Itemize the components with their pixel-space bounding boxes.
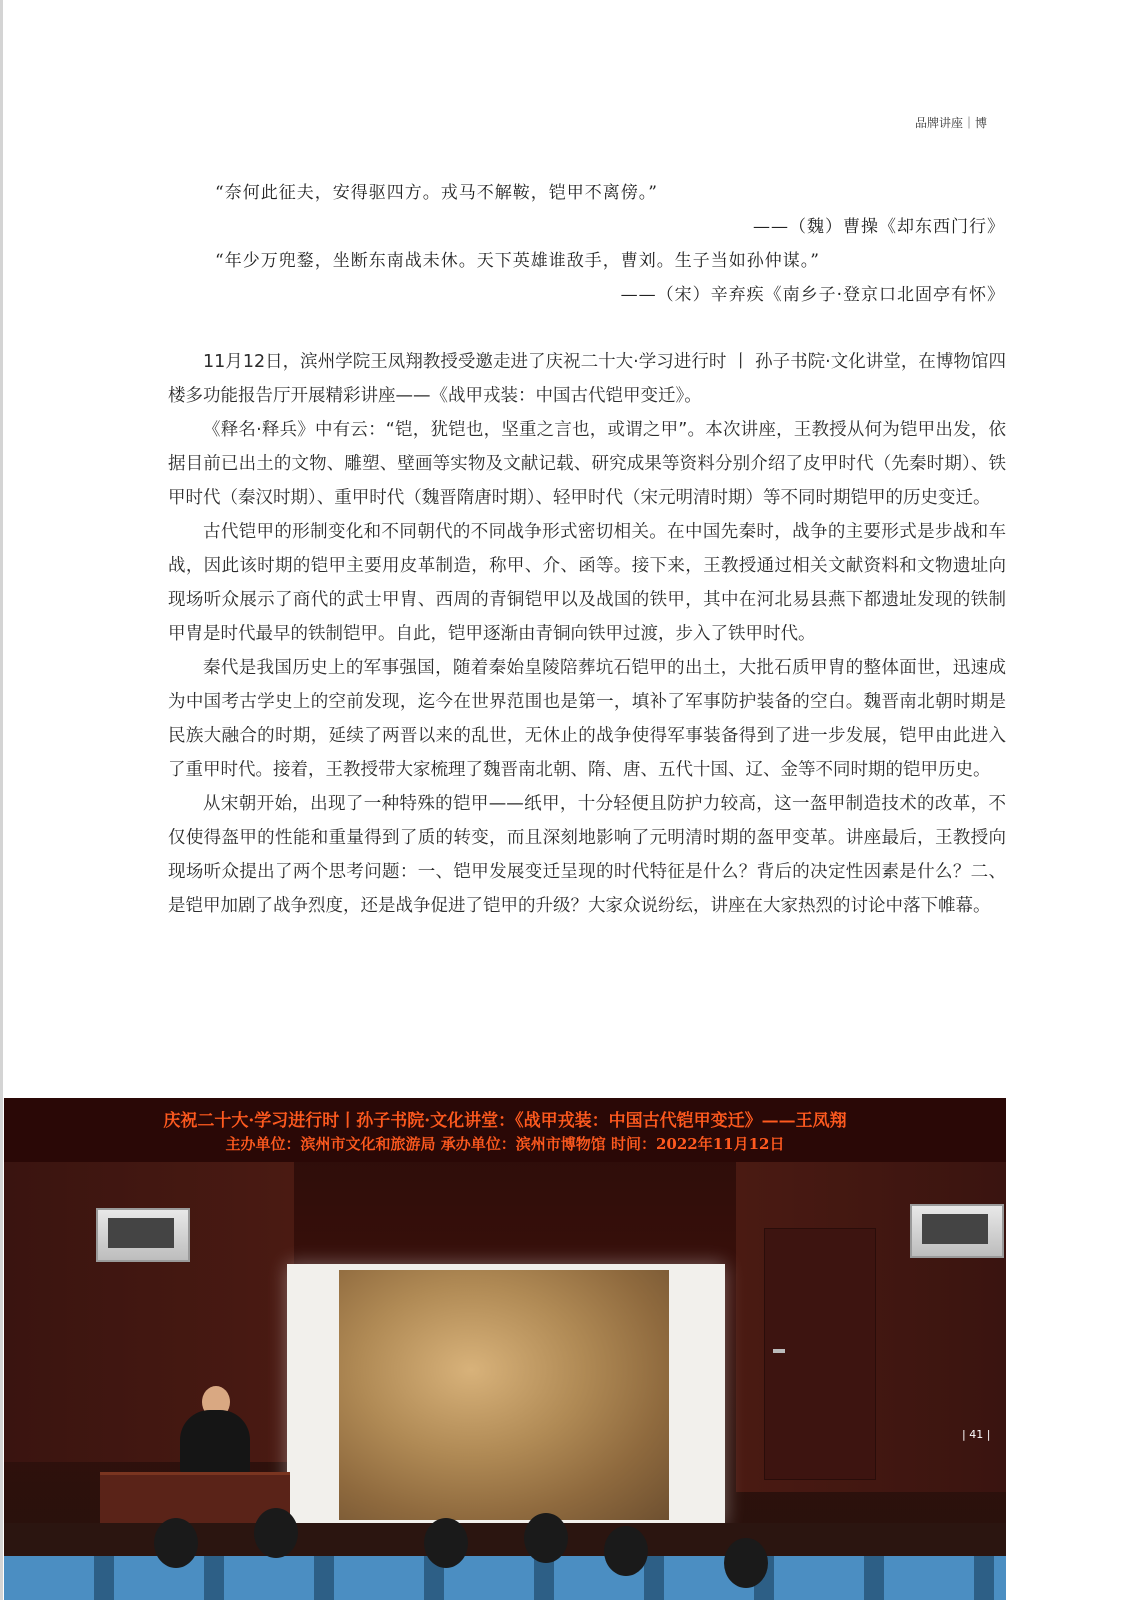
audience-member: [154, 1518, 198, 1568]
lecture-photo: [4, 1098, 1006, 1600]
loudspeaker-icon: [910, 1204, 1004, 1258]
poem-quotes: [215, 176, 1005, 312]
banner-subtitle: 主办单位：滨州市文化和旅游局 承办单位：滨州市博物馆 时间：2022年11月12日: [225, 1135, 785, 1153]
page-number: | 41 |: [962, 1428, 991, 1441]
article-paragraph: 11月12日，滨州学院王凤翔教授受邀走进了庆祝二十大·学习进行时 丨 孙子书院·文化讲堂，在博物馆四楼多功能报告厅开展精彩讲座——《战甲戎装：中国古代铠甲变迁》。: [168, 352, 1006, 406]
article-paragraph: 古代铠甲的形制变化和不同朝代的不同战争形式密切相关。在中国先秦时，战争的主要形式是步战和车战，因此该时期的铠甲主要用皮革制造，称甲、介、函等。接下来，王教授通过相关文献资料和文物遗址向现场听众展示了商代的武士甲胄、西周的青铜铠甲以及战国的铁甲，其中在河北易县燕下都遗址发现的铁制甲胄是时代最早的铁制铠甲。自此，铠甲逐渐由青铜向铁甲过渡，步入了铁甲时代。: [168, 522, 1006, 644]
audience-member: [524, 1513, 568, 1563]
page-edge: [0, 0, 3, 1600]
lecturer: [180, 1410, 250, 1474]
poem-line: “奈何此征夫，安得驱四方。戎马不解鞍，铠甲不离傍。”: [215, 183, 658, 203]
projected-painting: [339, 1270, 669, 1520]
article-body: [168, 345, 1006, 923]
banner-title: 庆祝二十大·学习进行时丨孙子书院·文化讲堂：《战甲戎装：中国古代铠甲变迁》——王凤翔: [163, 1111, 847, 1131]
audience-seats: [4, 1556, 1006, 1600]
loudspeaker-icon: [96, 1208, 190, 1262]
audience-member: [724, 1538, 768, 1588]
article-paragraph: 《释名·释兵》中有云：“铠，犹铠也，坚重之言也，或谓之甲”。本次讲座，王教授从何为铠甲出发，依据目前已出土的文物、雕塑、壁画等实物及文献记载、研究成果等资料分别介绍了皮甲时代（先秦时期）、铁甲时代（秦汉时期）、重甲时代（魏晋隋唐时期）、轻甲时代（宋元明清时期）等不同时期铠甲的历史变迁。: [168, 420, 1006, 508]
photo-led-banner: [4, 1098, 1006, 1162]
projection-screen: [287, 1264, 725, 1526]
audience-member: [254, 1508, 298, 1558]
poem-attribution: ——（魏）曹操《却东西门行》: [753, 217, 1005, 237]
article-paragraph: 从宋朝开始，出现了一种特殊的铠甲——纸甲，十分轻便且防护力较高，这一盔甲制造技术的改革，不仅使得盔甲的性能和重量得到了质的转变，而且深刻地影响了元明清时期的盔甲变革。讲座最后，王教授向现场听众提出了两个思考问题：一、铠甲发展变迁呈现的时代特征是什么？背后的决定性因素是什么？二、是铠甲加剧了战争烈度，还是战争促进了铠甲的升级？大家众说纷纭，讲座在大家热烈的讨论中落下帷幕。: [168, 794, 1006, 916]
audience-member: [424, 1518, 468, 1568]
poem-attribution: ——（宋）辛弃疾《南乡子·登京口北固亭有怀》: [620, 285, 1005, 305]
photo-wall: [4, 1162, 294, 1462]
poem-line: “年少万兜鍪，坐断东南战未休。天下英雄谁敌手，曹刘。生子当如孙仲谋。”: [215, 251, 820, 271]
running-header: 品牌讲座｜博: [914, 116, 987, 130]
article-paragraph: 秦代是我国历史上的军事强国，随着秦始皇陵陪葬坑石铠甲的出土，大批石质甲胄的整体面世，迅速成为中国考古学史上的空前发现，迄今在世界范围也是第一，填补了军事防护装备的空白。魏晋南北朝时期是民族大融合的时期，延续了两晋以来的乱世，无休止的战争使得军事装备得到了进一步发展，铠甲由此进入了重甲时代。接着，王教授带大家梳理了魏晋南北朝、隋、唐、五代十国、辽、金等不同时期的铠甲历史。: [168, 658, 1006, 780]
door-handle: [773, 1349, 785, 1353]
photo-door: [764, 1228, 876, 1480]
audience-member: [604, 1526, 648, 1576]
